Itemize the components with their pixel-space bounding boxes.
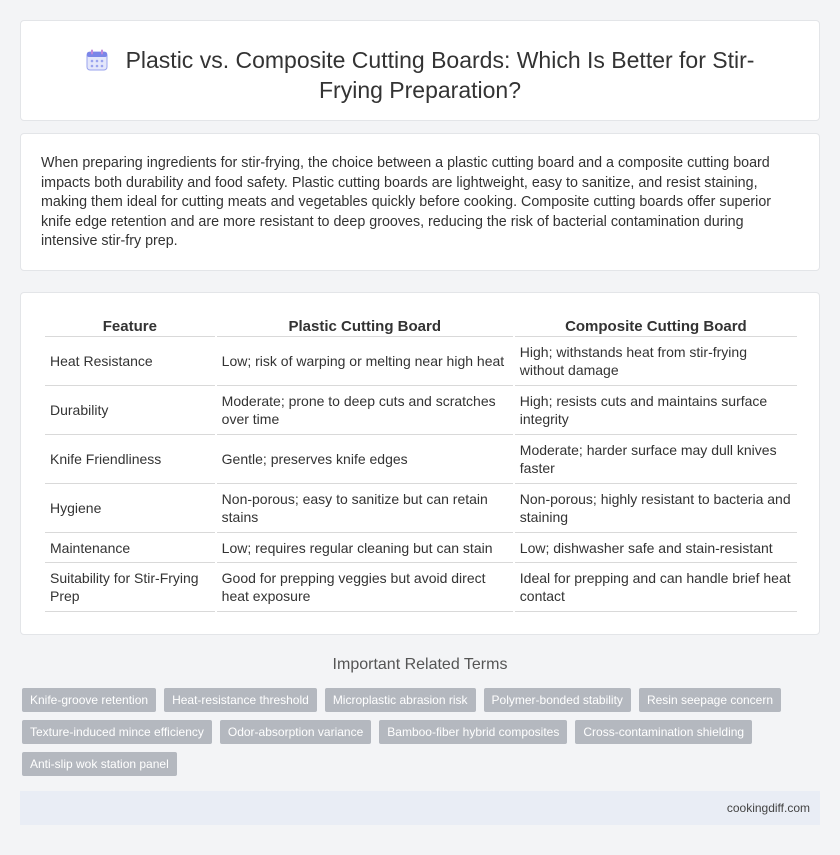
term-tag[interactable]: Microplastic abrasion risk <box>325 688 476 712</box>
plastic-cell: Moderate; prone to deep cuts and scratches over time <box>217 386 513 435</box>
composite-cell: Moderate; harder surface may dull knives faster <box>515 435 797 484</box>
header-card <box>20 20 820 121</box>
table-row <box>45 386 797 435</box>
feature-cell: Durability <box>45 386 215 435</box>
composite-cell: Low; dishwasher safe and stain-resistant <box>515 533 797 563</box>
plastic-cell: Gentle; preserves knife edges <box>217 435 513 484</box>
footer-site-link[interactable]: cookingdiff.com <box>726 801 810 815</box>
term-tag[interactable]: Odor-absorption variance <box>220 720 371 744</box>
feature-cell: Knife Friendliness <box>45 435 215 484</box>
table-row <box>45 435 797 484</box>
page-title-text: Plastic vs. Composite Cutting Boards: Which Is Better for Stir-Frying Preparation? <box>125 47 755 103</box>
related-terms-list <box>22 688 802 776</box>
table-header-row <box>45 314 797 337</box>
footer-bar <box>20 791 820 825</box>
term-tag[interactable]: Resin seepage concern <box>639 688 781 712</box>
plastic-cell: Low; risk of warping or melting near high heat <box>217 337 513 386</box>
feature-cell: Heat Resistance <box>45 337 215 386</box>
table-row <box>45 533 797 563</box>
plastic-cell: Low; requires regular cleaning but can stain <box>217 533 513 563</box>
term-tag[interactable]: Anti-slip wok station panel <box>22 752 177 776</box>
term-tag[interactable]: Bamboo-fiber hybrid composites <box>379 720 567 744</box>
table-row <box>45 563 797 612</box>
comparison-table <box>43 314 799 612</box>
composite-cell: High; resists cuts and maintains surface integrity <box>515 386 797 435</box>
term-tag[interactable]: Polymer-bonded stability <box>484 688 631 712</box>
intro-paragraph: When preparing ingredients for stir-frying, the choice between a plastic cutting board and a composite cutting board impacts both durability and food safety. Plastic cutting boards are lightweight, easy to sanitize, and resist staining, making them ideal for cutting meats and vegetables quickly before cooking. Composite cutting boards offer superior knife edge retention and are more resistant to deep grooves, reducing the risk of bacterial contamination during intensive stir-fry prep. <box>41 155 772 249</box>
term-tag[interactable]: Knife-groove retention <box>22 688 156 712</box>
header-feature: Feature <box>45 314 215 337</box>
calendar-icon <box>86 49 108 71</box>
page-title <box>21 45 819 105</box>
table-row <box>45 337 797 386</box>
plastic-cell: Non-porous; easy to sanitize but can retain stains <box>217 484 513 533</box>
intro-card <box>20 133 820 271</box>
table-row <box>45 484 797 533</box>
header-composite: Composite Cutting Board <box>515 314 797 337</box>
feature-cell: Hygiene <box>45 484 215 533</box>
composite-cell: High; withstands heat from stir-frying without damage <box>515 337 797 386</box>
feature-cell: Maintenance <box>45 533 215 563</box>
composite-cell: Ideal for prepping and can handle brief heat contact <box>515 563 797 612</box>
composite-cell: Non-porous; highly resistant to bacteria and staining <box>515 484 797 533</box>
term-tag[interactable]: Heat-resistance threshold <box>164 688 317 712</box>
related-terms-heading: Important Related Terms <box>332 656 508 673</box>
comparison-table-card <box>20 292 820 635</box>
plastic-cell: Good for prepping veggies but avoid direct heat exposure <box>217 563 513 612</box>
term-tag[interactable]: Texture-induced mince efficiency <box>22 720 212 744</box>
feature-cell: Suitability for Stir-Frying Prep <box>45 563 215 612</box>
header-plastic: Plastic Cutting Board <box>217 314 513 337</box>
term-tag[interactable]: Cross-contamination shielding <box>575 720 752 744</box>
